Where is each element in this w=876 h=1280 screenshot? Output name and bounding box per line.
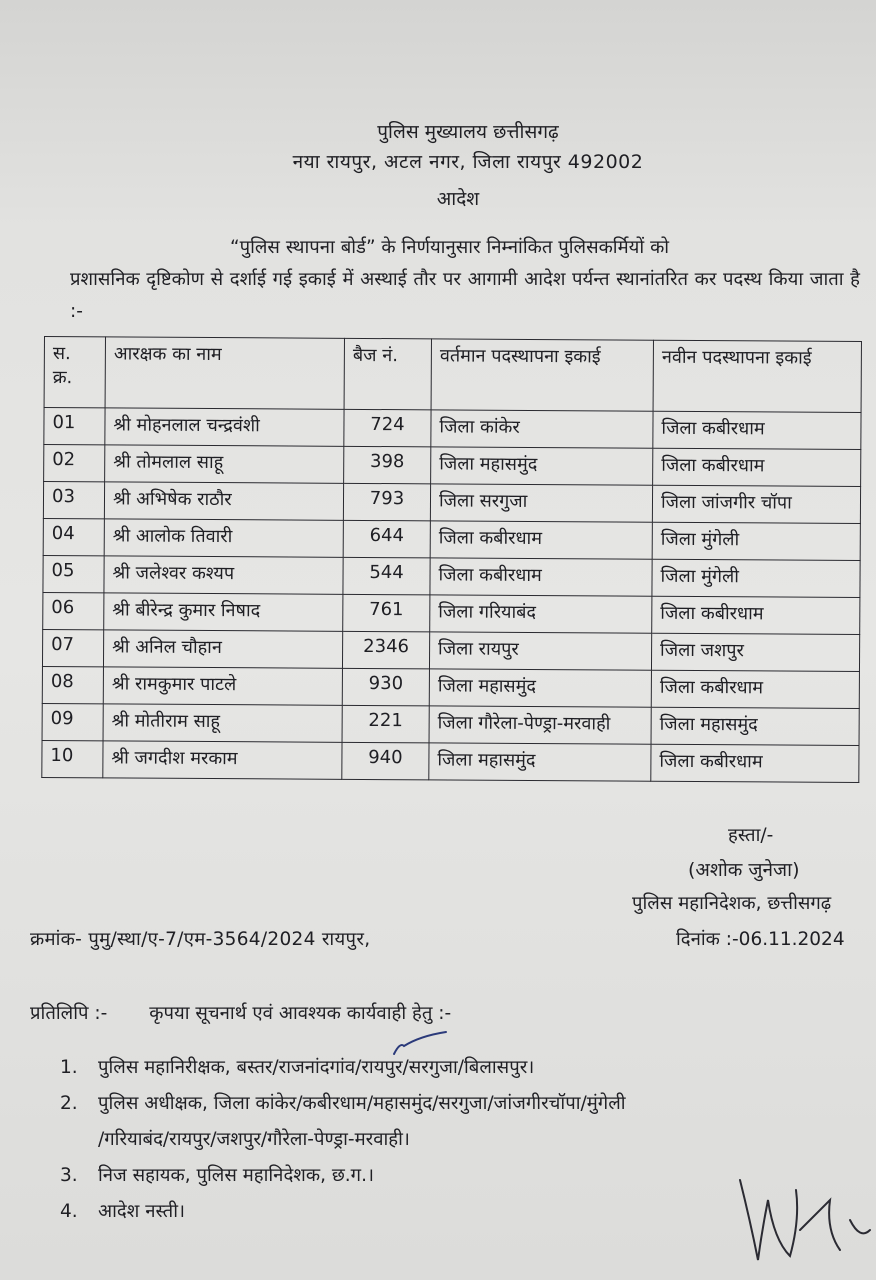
row-current-unit: जिला महासमुंद: [431, 447, 653, 485]
table-row: [42, 629, 859, 671]
row-current-unit: जिला गौरेला-पेण्ड्रा-मरवाही: [429, 706, 651, 744]
table-row: [42, 740, 859, 782]
row-name: श्री मोहनलाल चन्द्रवंशी: [105, 408, 344, 446]
row-serial: 03: [43, 482, 104, 519]
intro-line-1: “पुलिस स्थापना बोर्ड” के निर्णयानुसार निम्नांकित पुलिसकर्मियों को: [230, 237, 670, 258]
row-badge: 724: [344, 409, 431, 447]
row-new-unit: जिला कबीरधाम: [652, 596, 860, 634]
row-current-unit: जिला गरियाबंद: [430, 595, 652, 633]
table-row: [42, 666, 859, 708]
table-row: [43, 518, 860, 560]
row-current-unit: जिला रायपुर: [429, 632, 651, 670]
header-serial: [44, 337, 105, 408]
row-name: श्री तोमलाल साहू: [105, 445, 344, 483]
row-current-unit: जिला महासमुंद: [429, 743, 651, 781]
row-new-unit: जिला महासमुंद: [651, 707, 859, 745]
list-item-continuation: /गरियाबंद/रायपुर/जशपुर/गौरेला-पेण्ड्रा-मरवाही।: [98, 1129, 410, 1150]
row-badge: 930: [342, 668, 429, 706]
list-item-number: 1.: [60, 1057, 78, 1078]
list-item-text: पुलिस अधीक्षक, जिला कांकेर/कबीरधाम/महासमुंद/सरगुजा/जांजगीरचॉपा/मुंगेली: [98, 1093, 626, 1114]
row-badge: 761: [343, 594, 430, 632]
office-address: नया रायपुर, अटल नगर, जिला रायपुर 492002: [292, 151, 644, 173]
row-badge: 398: [344, 446, 431, 484]
office-name: पुलिस मुख्यालय छत्तीसगढ़: [377, 121, 559, 143]
row-serial: 01: [44, 408, 105, 445]
table-row: [44, 408, 861, 450]
row-name: श्री मोतीराम साहू: [103, 704, 342, 742]
handwritten-signature: [730, 1160, 876, 1280]
header-current-unit: वर्तमान पदस्थापना इकाई: [431, 339, 653, 411]
row-serial: 02: [44, 445, 105, 482]
list-item-number: 3.: [60, 1165, 78, 1186]
row-serial: 07: [42, 629, 103, 666]
row-name: श्री रामकुमार पाटले: [103, 667, 342, 705]
row-new-unit: जिला मुंगेली: [652, 559, 860, 597]
order-date: दिनांक :-06.11.2024: [676, 929, 845, 950]
document-type: आदेश: [436, 188, 480, 210]
intro-paragraph: [70, 232, 860, 328]
copy-heading: [30, 1000, 451, 1025]
table-row: [43, 482, 860, 524]
list-item: [60, 1086, 876, 1158]
copy-purpose: कृपया सूचनार्थ एवं आवश्यक कार्यवाही हेतु :-: [149, 1003, 452, 1024]
row-current-unit: जिला कांकेर: [431, 410, 653, 448]
header-badge: बैज नं.: [344, 338, 431, 410]
copy-label: प्रतिलिपि :-: [30, 1003, 108, 1024]
order-number: क्रमांक- पुमु/स्था/ए-7/एम-3564/2024 रायपुर,: [30, 929, 371, 950]
header-new-unit: नवीन पदस्थापना इकाई: [653, 340, 861, 412]
row-name: श्री जगदीश मरकाम: [103, 741, 342, 779]
row-current-unit: जिला सरगुजा: [430, 484, 652, 522]
row-current-unit: जिला महासमुंद: [429, 669, 651, 707]
row-badge: 644: [343, 520, 430, 558]
table-row: [44, 445, 861, 487]
list-item: [60, 1050, 876, 1086]
signatory-designation: पुलिस महानिदेशक, छत्तीसगढ़: [632, 893, 832, 914]
row-serial: 09: [42, 703, 103, 740]
row-new-unit: जिला कबीरधाम: [651, 670, 859, 708]
row-new-unit: जिला जशपुर: [651, 633, 859, 671]
row-name: श्री अनिल चौहान: [103, 630, 342, 668]
row-name: श्री जलेश्वर कश्यप: [104, 556, 343, 594]
signatory-name: (अशोक जुनेजा): [688, 859, 800, 881]
header-serial-line2: क्र.: [52, 367, 73, 389]
table-row: [43, 555, 860, 597]
intro-rest: प्रशासनिक दृष्टिकोण से दर्शाई गई इकाई में अस्थाई तौर पर आगामी आदेश पर्यन्त स्थानांतरित कर पदस्थ किया जाता है :-: [70, 269, 860, 322]
header-serial-line1: स.: [52, 343, 71, 365]
table-header-row: [44, 337, 861, 413]
row-serial: 05: [43, 555, 104, 592]
list-item-number: 2.: [60, 1093, 78, 1114]
header-name: आरक्षक का नाम: [105, 337, 344, 409]
list-item-text: आदेश नस्ती।: [98, 1201, 186, 1222]
table-row: [42, 703, 859, 745]
row-name: श्री अभिषेक राठौर: [104, 482, 343, 520]
row-current-unit: जिला कबीरधाम: [430, 521, 652, 559]
signed-mark: हस्ता/-: [728, 825, 774, 846]
list-item-text: पुलिस महानिरीक्षक, बस्तर/राजनांदगांव/रायपुर/सरगुजा/बिलासपुर।: [98, 1057, 535, 1078]
row-current-unit: जिला कबीरधाम: [430, 558, 652, 596]
row-name: श्री बीरेन्द्र कुमार निषाद: [104, 593, 343, 631]
list-item-number: 4.: [60, 1201, 78, 1222]
row-new-unit: जिला जांजगीर चॉपा: [652, 485, 860, 523]
row-serial: 06: [43, 592, 104, 629]
row-serial: 10: [42, 740, 103, 777]
row-serial: 08: [42, 666, 103, 703]
row-new-unit: जिला कबीरधाम: [651, 744, 859, 782]
table-row: [43, 592, 860, 634]
row-badge: 544: [343, 557, 430, 595]
row-new-unit: जिला कबीरधाम: [653, 411, 861, 449]
row-badge: 2346: [342, 631, 429, 669]
list-item-text: निज सहायक, पुलिस महानिदेशक, छ.ग.।: [98, 1165, 374, 1186]
row-new-unit: जिला मुंगेली: [652, 522, 860, 560]
row-name: श्री आलोक तिवारी: [104, 519, 343, 557]
row-badge: 221: [342, 705, 429, 743]
row-badge: 940: [342, 742, 429, 780]
row-new-unit: जिला कबीरधाम: [653, 448, 861, 486]
row-badge: 793: [343, 483, 430, 521]
transfer-table: [41, 336, 862, 783]
row-serial: 04: [43, 518, 104, 555]
